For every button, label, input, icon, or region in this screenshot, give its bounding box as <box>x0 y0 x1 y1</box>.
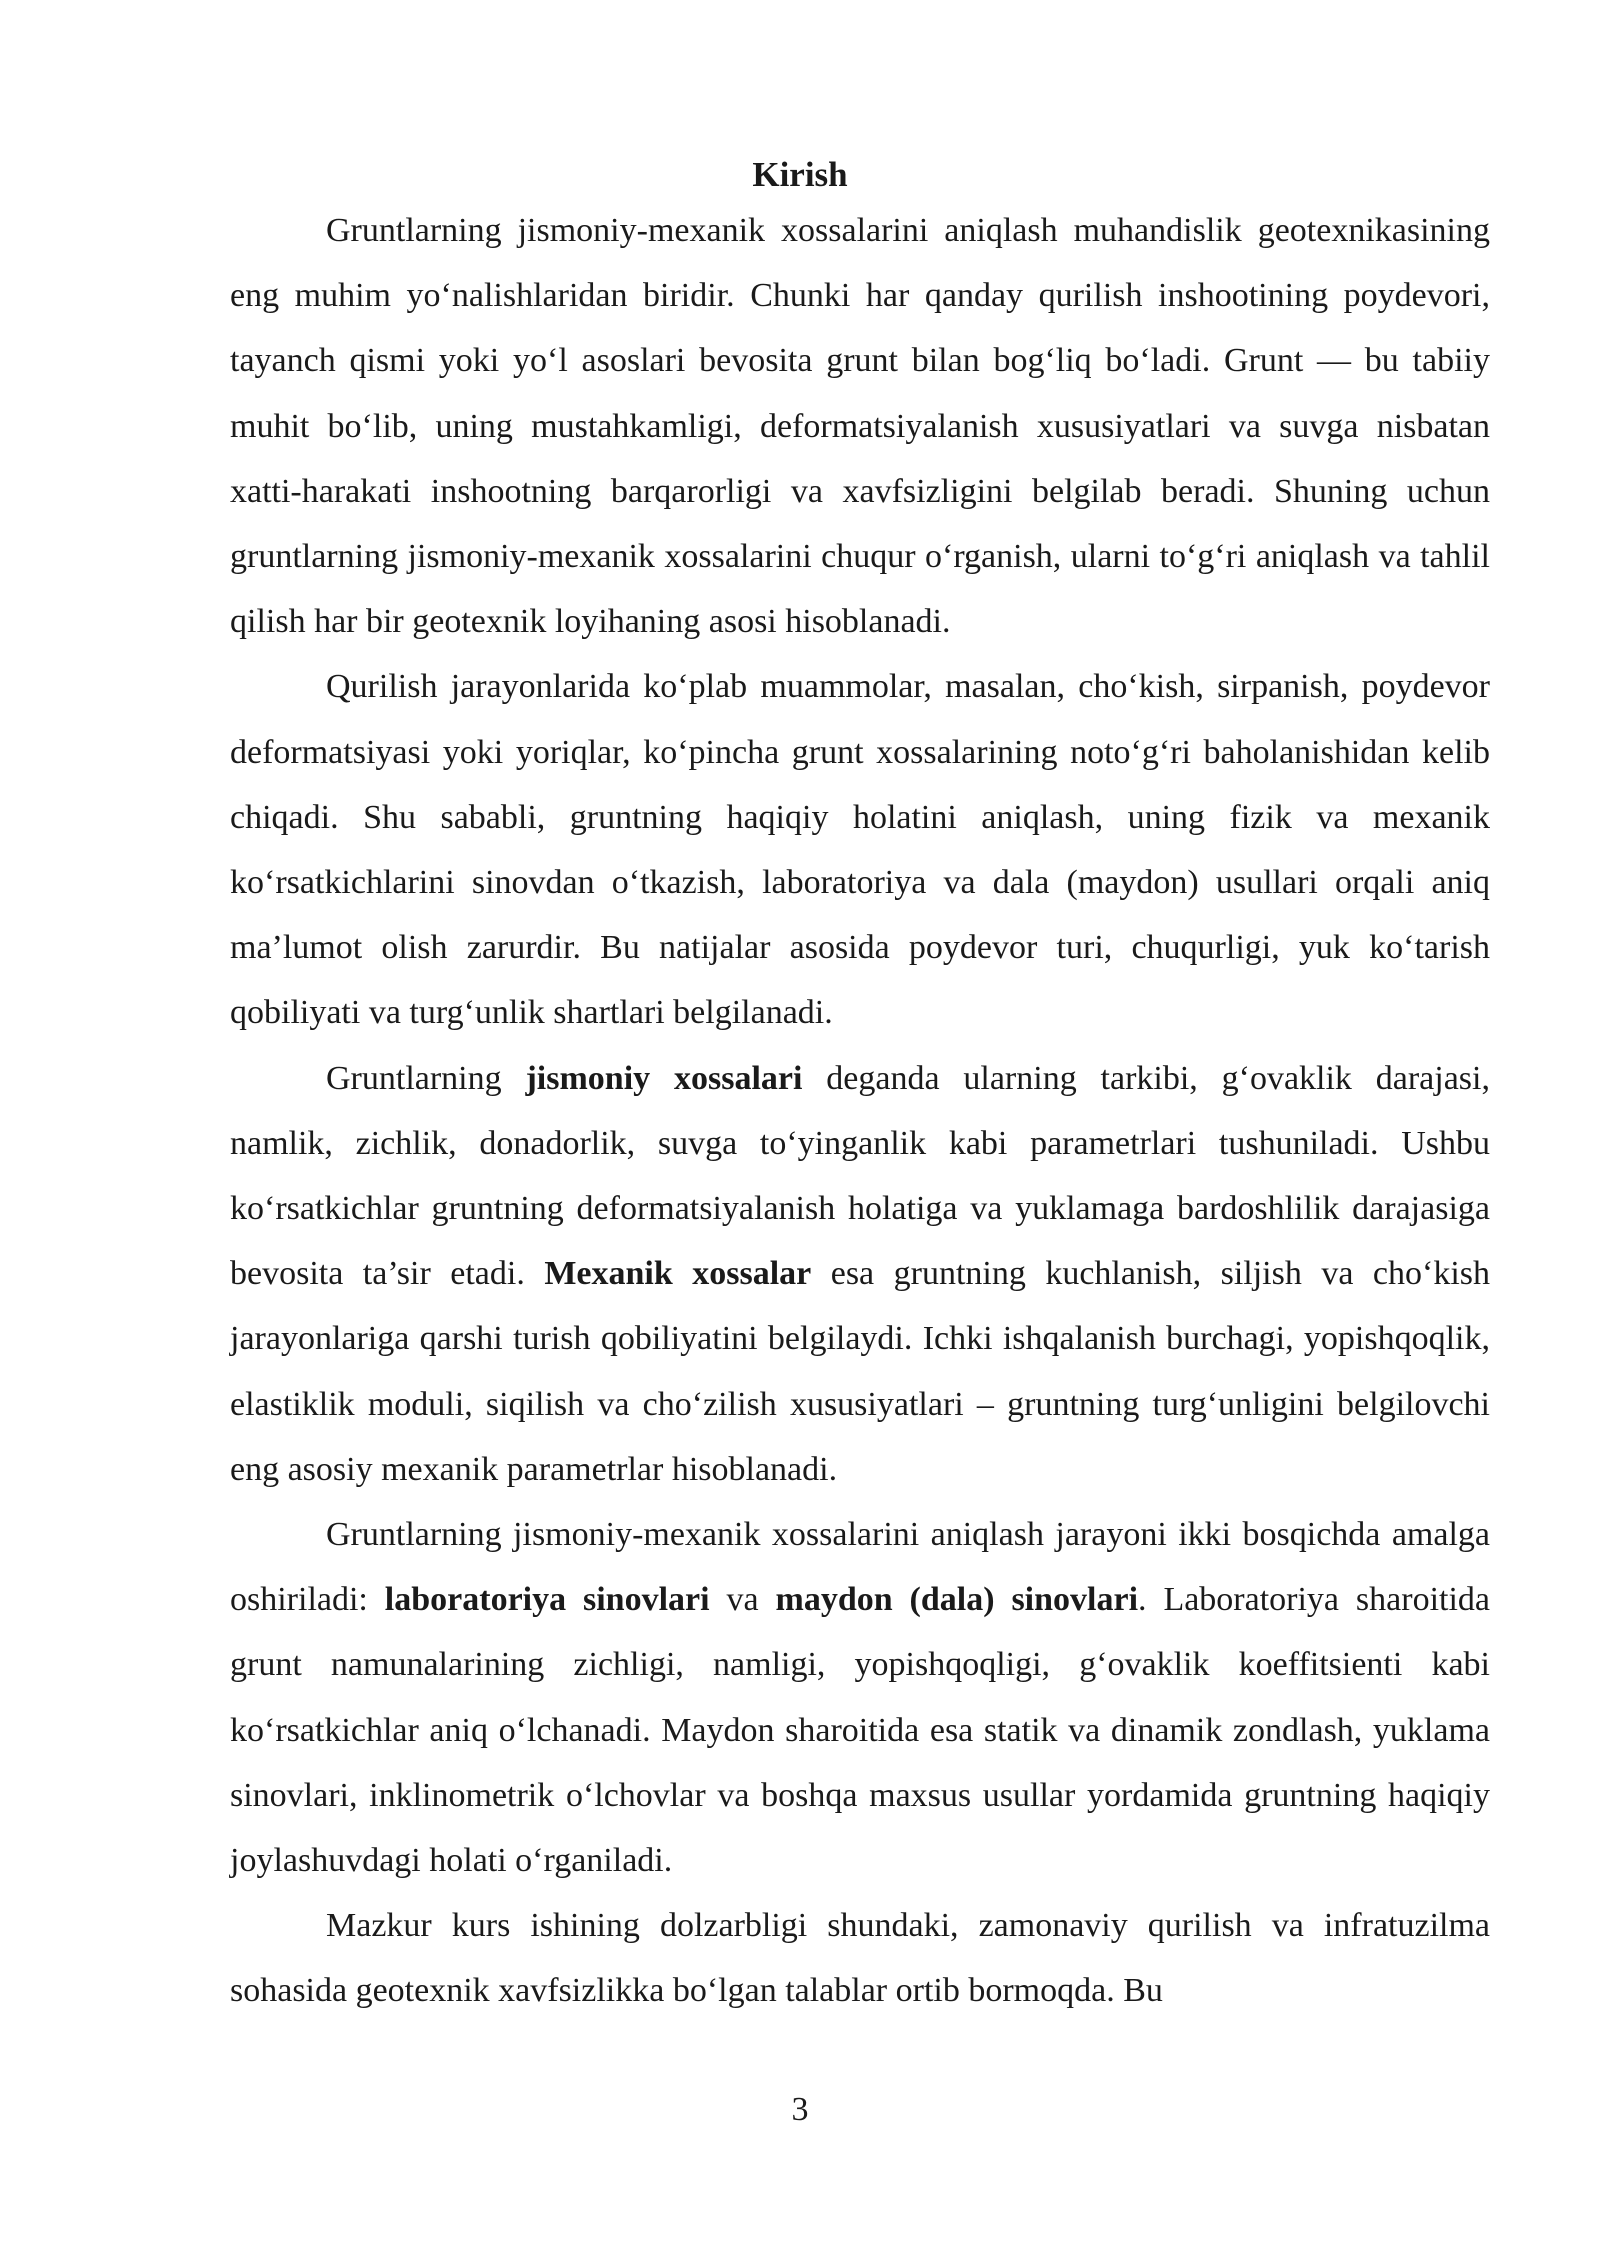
document-body <box>230 198 1490 2024</box>
paragraph-text: Gruntlarning jismoniy-mexanik xossalarini aniqlash muhandislik geotexnikasining eng muhim yo‘nalishlaridan biridir. Chunki har qanday qurilish inshootining poydevori, tayanch qismi yoki yo‘l asoslari bevosita grunt bilan bog‘liq bo‘ladi. Grunt — bu tabiiy muhit bo‘lib, uning mustahkamligi, deformatsiyalanish xususiyatlari va suvga nisbatan xatti-harakati inshootning barqarorligi va xavfsizligini belgilab beradi. Shuning uchun gruntlarning jismoniy-mexanik xossalarini chuqur o‘rganish, ularni to‘g‘ri aniqlash va tahlil qilish har bir geotexnik loyihaning asosi hisoblanadi. <box>230 212 1490 641</box>
bold-term-laboratory-tests: laboratoriya sinovlari <box>384 1581 710 1619</box>
paragraph-3 <box>230 1046 1490 1502</box>
paragraph-text: Qurilish jarayonlarida ko‘plab muammolar, masalan, cho‘kish, sirpanish, poydevor deformatsiyasi yoki yoriqlar, ko‘pincha grunt xossalarining noto‘g‘ri baholanishidan kelib chiqadi. Shu sababli, gruntning haqiqiy holatini aniqlash, uning fizik va mexanik ko‘rsatkichlarini sinovdan o‘tkazish, laboratoriya va dala (maydon) usullari orqali aniq ma’lumot olish zarurdir. Bu natijalar asosida poydevor turi, chuqurligi, yuk ko‘tarish qobiliyati va turg‘unlik shartlari belgilanadi. <box>230 668 1490 1032</box>
bold-term-mechanical-properties: Mexanik xossalar <box>544 1255 812 1293</box>
bold-term-physical-properties: jismoniy xossalari <box>525 1059 803 1097</box>
paragraph-text: deganda ularning tarkibi, g‘ovaklik darajasi, namlik, zichlik, donadorlik, suvga to‘yinganlik kabi parametrlari tushuniladi. Ushbu ko‘rsatkichlar gruntning deformatsiyalanish holatiga va yuklamaga bardoshlilik darajasiga bevosita ta’sir etadi. <box>230 1059 1490 1293</box>
paragraph-5 <box>230 1893 1490 2023</box>
page-number: 3 <box>791 2091 809 2128</box>
paragraph-text: esa gruntning kuchlanish, siljish va cho‘kish jarayonlariga qarshi turish qobiliyatini belgilaydi. Ichki ishqalanish burchagi, yopishqoqlik, elastiklik moduli, siqilish va cho‘zilish xususiyatlari – gruntning turg‘unligini belgilovchi eng asosiy mexanik parametrlar hisoblanadi. <box>230 1255 1490 1488</box>
paragraph-text: va <box>709 1581 776 1619</box>
paragraph-4 <box>230 1502 1490 1893</box>
paragraph-1 <box>230 198 1490 654</box>
section-title: Kirish <box>752 155 848 194</box>
bold-term-field-tests: maydon (dala) sinovlari <box>775 1581 1139 1619</box>
paragraph-text: Gruntlarning jismoniy-mexanik xossalarini aniqlash jarayoni ikki bosqichda amalga oshiriladi: <box>230 1516 1490 1619</box>
paragraph-text: Gruntlarning <box>326 1059 526 1097</box>
paragraph-text: . Laboratoriya sharoitida grunt namunalarining zichligi, namligi, yopishqoqligi, g‘ovaklik koeffitsienti kabi ko‘rsatkichlar aniq o‘lchanadi. Maydon sharoitida esa statik va dinamik zondlash, yuklama sinovlari, inklinometrik o‘lchovlar va boshqa maxsus usullar yordamida gruntning haqiqiy joylashuvdagi holati o‘rganiladi. <box>230 1581 1490 1880</box>
paragraph-2 <box>230 654 1490 1045</box>
paragraph-text: Mazkur kurs ishining dolzarbligi shundaki, zamonaviy qurilish va infratuzilma sohasida geotexnik xavfsizlikka bo‘lgan talablar ortib bormoqda. Bu <box>230 1907 1490 2010</box>
